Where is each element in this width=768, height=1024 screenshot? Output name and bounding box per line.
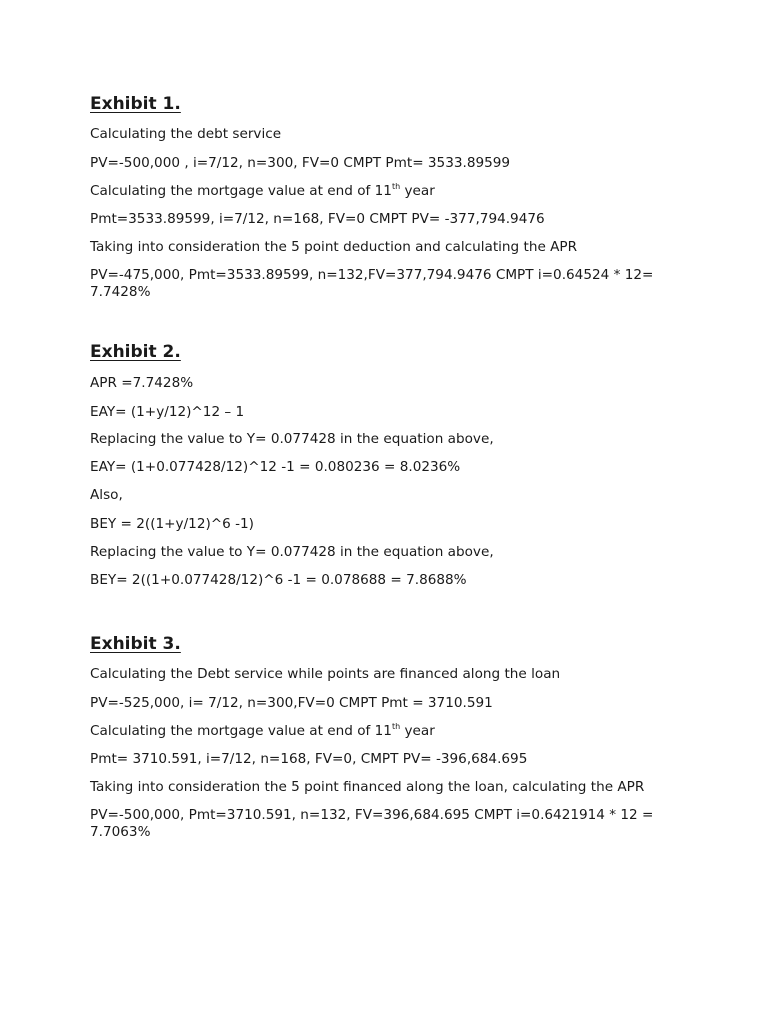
exhibit-3-line-3 xyxy=(90,723,435,740)
exhibit-1-line-2: PV=-500,000 , i=7/12, n=300, FV=0 CMPT Pmt= 3533.89599 xyxy=(90,155,511,171)
exhibit-2-line-3: Replacing the value to Y= 0.077428 in the equation above, xyxy=(90,431,494,447)
exhibit-3-line-4: Pmt= 3710.591, i=7/12, n=168, FV=0, CMPT PV= -396,684.695 xyxy=(90,751,528,767)
exhibit-2-heading: Exhibit 2. xyxy=(90,342,181,362)
exhibit-2-line-1: APR =7.7428% xyxy=(90,375,194,391)
exhibit-1-line-3-superscript: th xyxy=(391,182,401,191)
exhibit-2-line-2: EAY= (1+y/12)^12 – 1 xyxy=(90,404,245,420)
exhibit-1-heading: Exhibit 1. xyxy=(90,94,181,114)
exhibit-3-line-5: Taking into consideration the 5 point financed along the loan, calculating the APR xyxy=(90,779,645,795)
exhibit-2-line-5: Also, xyxy=(90,487,123,503)
exhibit-3-line-3-suffix: year xyxy=(400,723,435,739)
exhibit-1-line-5: Taking into consideration the 5 point deduction and calculating the APR xyxy=(90,239,578,255)
exhibit-1-line-1: Calculating the debt service xyxy=(90,126,282,142)
exhibit-3-line-1: Calculating the Debt service while points are financed along the loan xyxy=(90,666,561,682)
exhibit-2-line-6: BEY = 2((1+y/12)^6 -1) xyxy=(90,516,254,532)
exhibit-3-line-6: PV=-500,000, Pmt=3710.591, n=132, FV=396,684.695 CMPT i=0.6421914 * 12 = 7.7063% xyxy=(90,807,654,840)
exhibit-1-line-3 xyxy=(90,183,435,200)
exhibit-1-line-4: Pmt=3533.89599, i=7/12, n=168, FV=0 CMPT PV= -377,794.9476 xyxy=(90,211,545,227)
exhibit-3-heading: Exhibit 3. xyxy=(90,634,181,654)
exhibit-1-line-6: PV=-475,000, Pmt=3533.89599, n=132,FV=377,794.9476 CMPT i=0.64524 * 12= 7.7428% xyxy=(90,267,654,300)
exhibit-2-line-4: EAY= (1+0.077428/12)^12 -1 = 0.080236 = 8.0236% xyxy=(90,459,461,475)
exhibit-1-line-3-suffix: year xyxy=(400,183,435,199)
exhibit-2-line-7: Replacing the value to Y= 0.077428 in the equation above, xyxy=(90,544,494,560)
exhibit-3-line-2: PV=-525,000, i= 7/12, n=300,FV=0 CMPT Pmt = 3710.591 xyxy=(90,695,493,711)
exhibit-3-line-3-text: Calculating the mortgage value at end of 11 xyxy=(90,723,392,739)
exhibit-2-line-8: BEY= 2((1+0.077428/12)^6 -1 = 0.078688 = 7.8688% xyxy=(90,572,467,588)
exhibit-1-line-3-text: Calculating the mortgage value at end of 11 xyxy=(90,183,392,199)
exhibit-3-line-3-superscript: th xyxy=(391,722,401,731)
